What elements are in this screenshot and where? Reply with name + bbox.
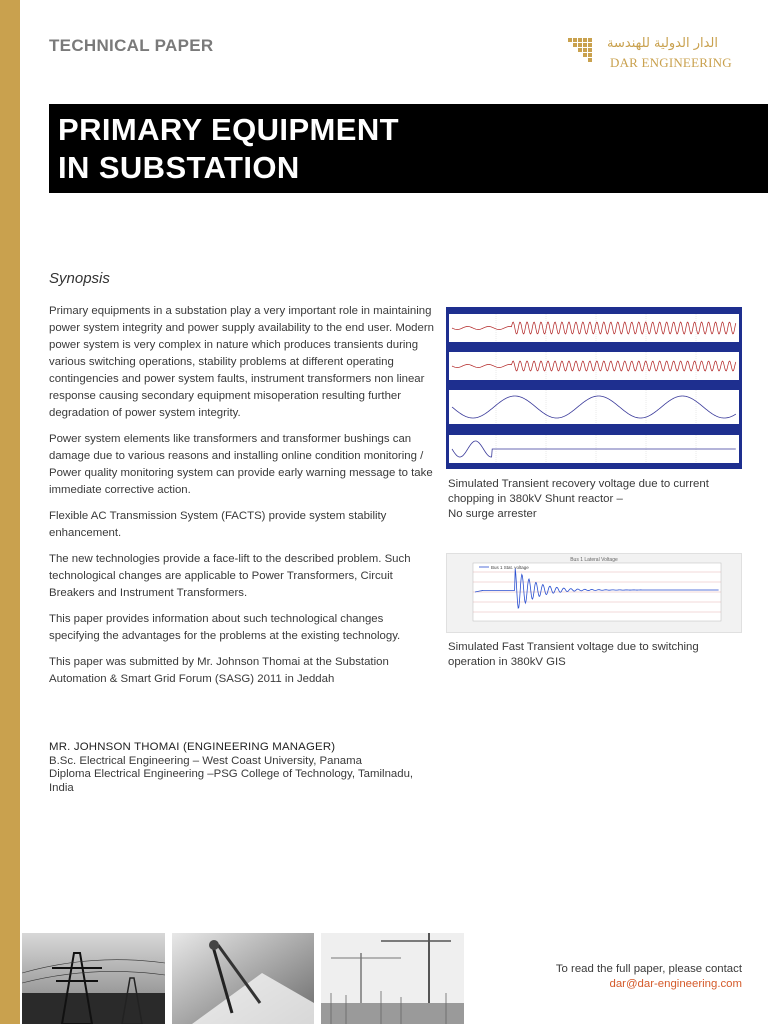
synopsis-paragraph: The new technologies provide a face-lift to the described problem. Such technological changes are applicable to Power Transformers, Circuit Breakers and Instrument Transformers.: [49, 553, 411, 599]
synopsis-paragraph: This paper provides information about such technological changes specifying the advantages for the problems at the existing technology.: [49, 613, 401, 642]
figure-2-legend: Bus 1 Stat. voltage: [491, 565, 529, 570]
synopsis-paragraph: Primary equipments in a substation play a very important role in maintaining power system integrity and power supply availability to the end user. Modern power system is very complex in nature which produces transients during various switching operations, stability problems at different operating contingencies and power system faults, instrument transformers non linear response causing secondary equipment misoperation resulting further degradation of power system integrity.: [49, 305, 434, 419]
logo-arabic-text: الدار الدولية للهندسة: [607, 36, 718, 51]
synopsis-paragraph: This paper was submitted by Mr. Johnson Thomai at the Substation Automation & Smart Grid Forum (SASG) 2011 in Jeddah: [49, 656, 389, 685]
fast-transient-graphic: [447, 554, 741, 632]
contact-email-link[interactable]: dar@dar-engineering.com: [609, 977, 742, 990]
contact-prompt: To read the full paper, please contact: [555, 963, 742, 975]
synopsis-body: [49, 303, 434, 697]
document-type-label: TECHNICAL PAPER: [49, 36, 214, 55]
construction-cranes-photo: [321, 933, 464, 1024]
transmission-tower-photo: [22, 933, 165, 1024]
drafting-tools-photo: [172, 933, 314, 1024]
synopsis-paragraph: Flexible AC Transmission System (FACTS) provide system stability enhancement.: [49, 510, 387, 539]
figure-fast-transient-voltage: [446, 553, 742, 633]
figure-1-caption-line: No surge arrester: [448, 508, 537, 520]
gold-side-bar: [0, 0, 20, 1024]
page-title: [58, 111, 399, 187]
figure-1-caption-line: chopping in 380kV Shunt reactor –: [448, 493, 623, 505]
logo-english-text: DAR ENGINEERING: [610, 55, 732, 70]
synopsis-paragraph: Power system elements like transformers and transformer bushings can damage due to various reasons and installing online condition monitoring / Power quality monitoring system can provide early warning message to take immediate corrective action.: [49, 433, 433, 496]
synopsis-heading: Synopsis: [49, 270, 110, 287]
figure-2-caption-line: Simulated Fast Transient voltage due to switching: [448, 641, 699, 653]
figure-transient-recovery-voltage: [446, 307, 742, 469]
figure-2-caption: [448, 640, 748, 670]
author-degree-1: B.Sc. Electrical Engineering – West Coast University, Panama: [49, 754, 362, 767]
author-block: [49, 741, 439, 795]
figure-1-caption-line: Simulated Transient recovery voltage due to current: [448, 478, 709, 490]
figure-2-caption-line: operation in 380kV GIS: [448, 656, 566, 668]
title-line-2: IN SUBSTATION: [58, 150, 300, 185]
figure-1-caption: [448, 477, 748, 522]
contact-block: [556, 962, 742, 991]
author-degree-2: Diploma Electrical Engineering –PSG College of Technology, Tamilnadu, India: [49, 768, 414, 794]
waveform-panels-graphic: [446, 307, 742, 469]
logo-mark-icon: [568, 38, 602, 68]
title-line-1: PRIMARY EQUIPMENT: [58, 112, 399, 147]
figure-2-title: Bus 1 Lateral Voltage: [570, 557, 618, 563]
title-banner: [49, 104, 768, 193]
dar-engineering-logo: [568, 36, 738, 72]
author-name: MR. JOHNSON THOMAI (ENGINEERING MANAGER): [49, 741, 336, 753]
